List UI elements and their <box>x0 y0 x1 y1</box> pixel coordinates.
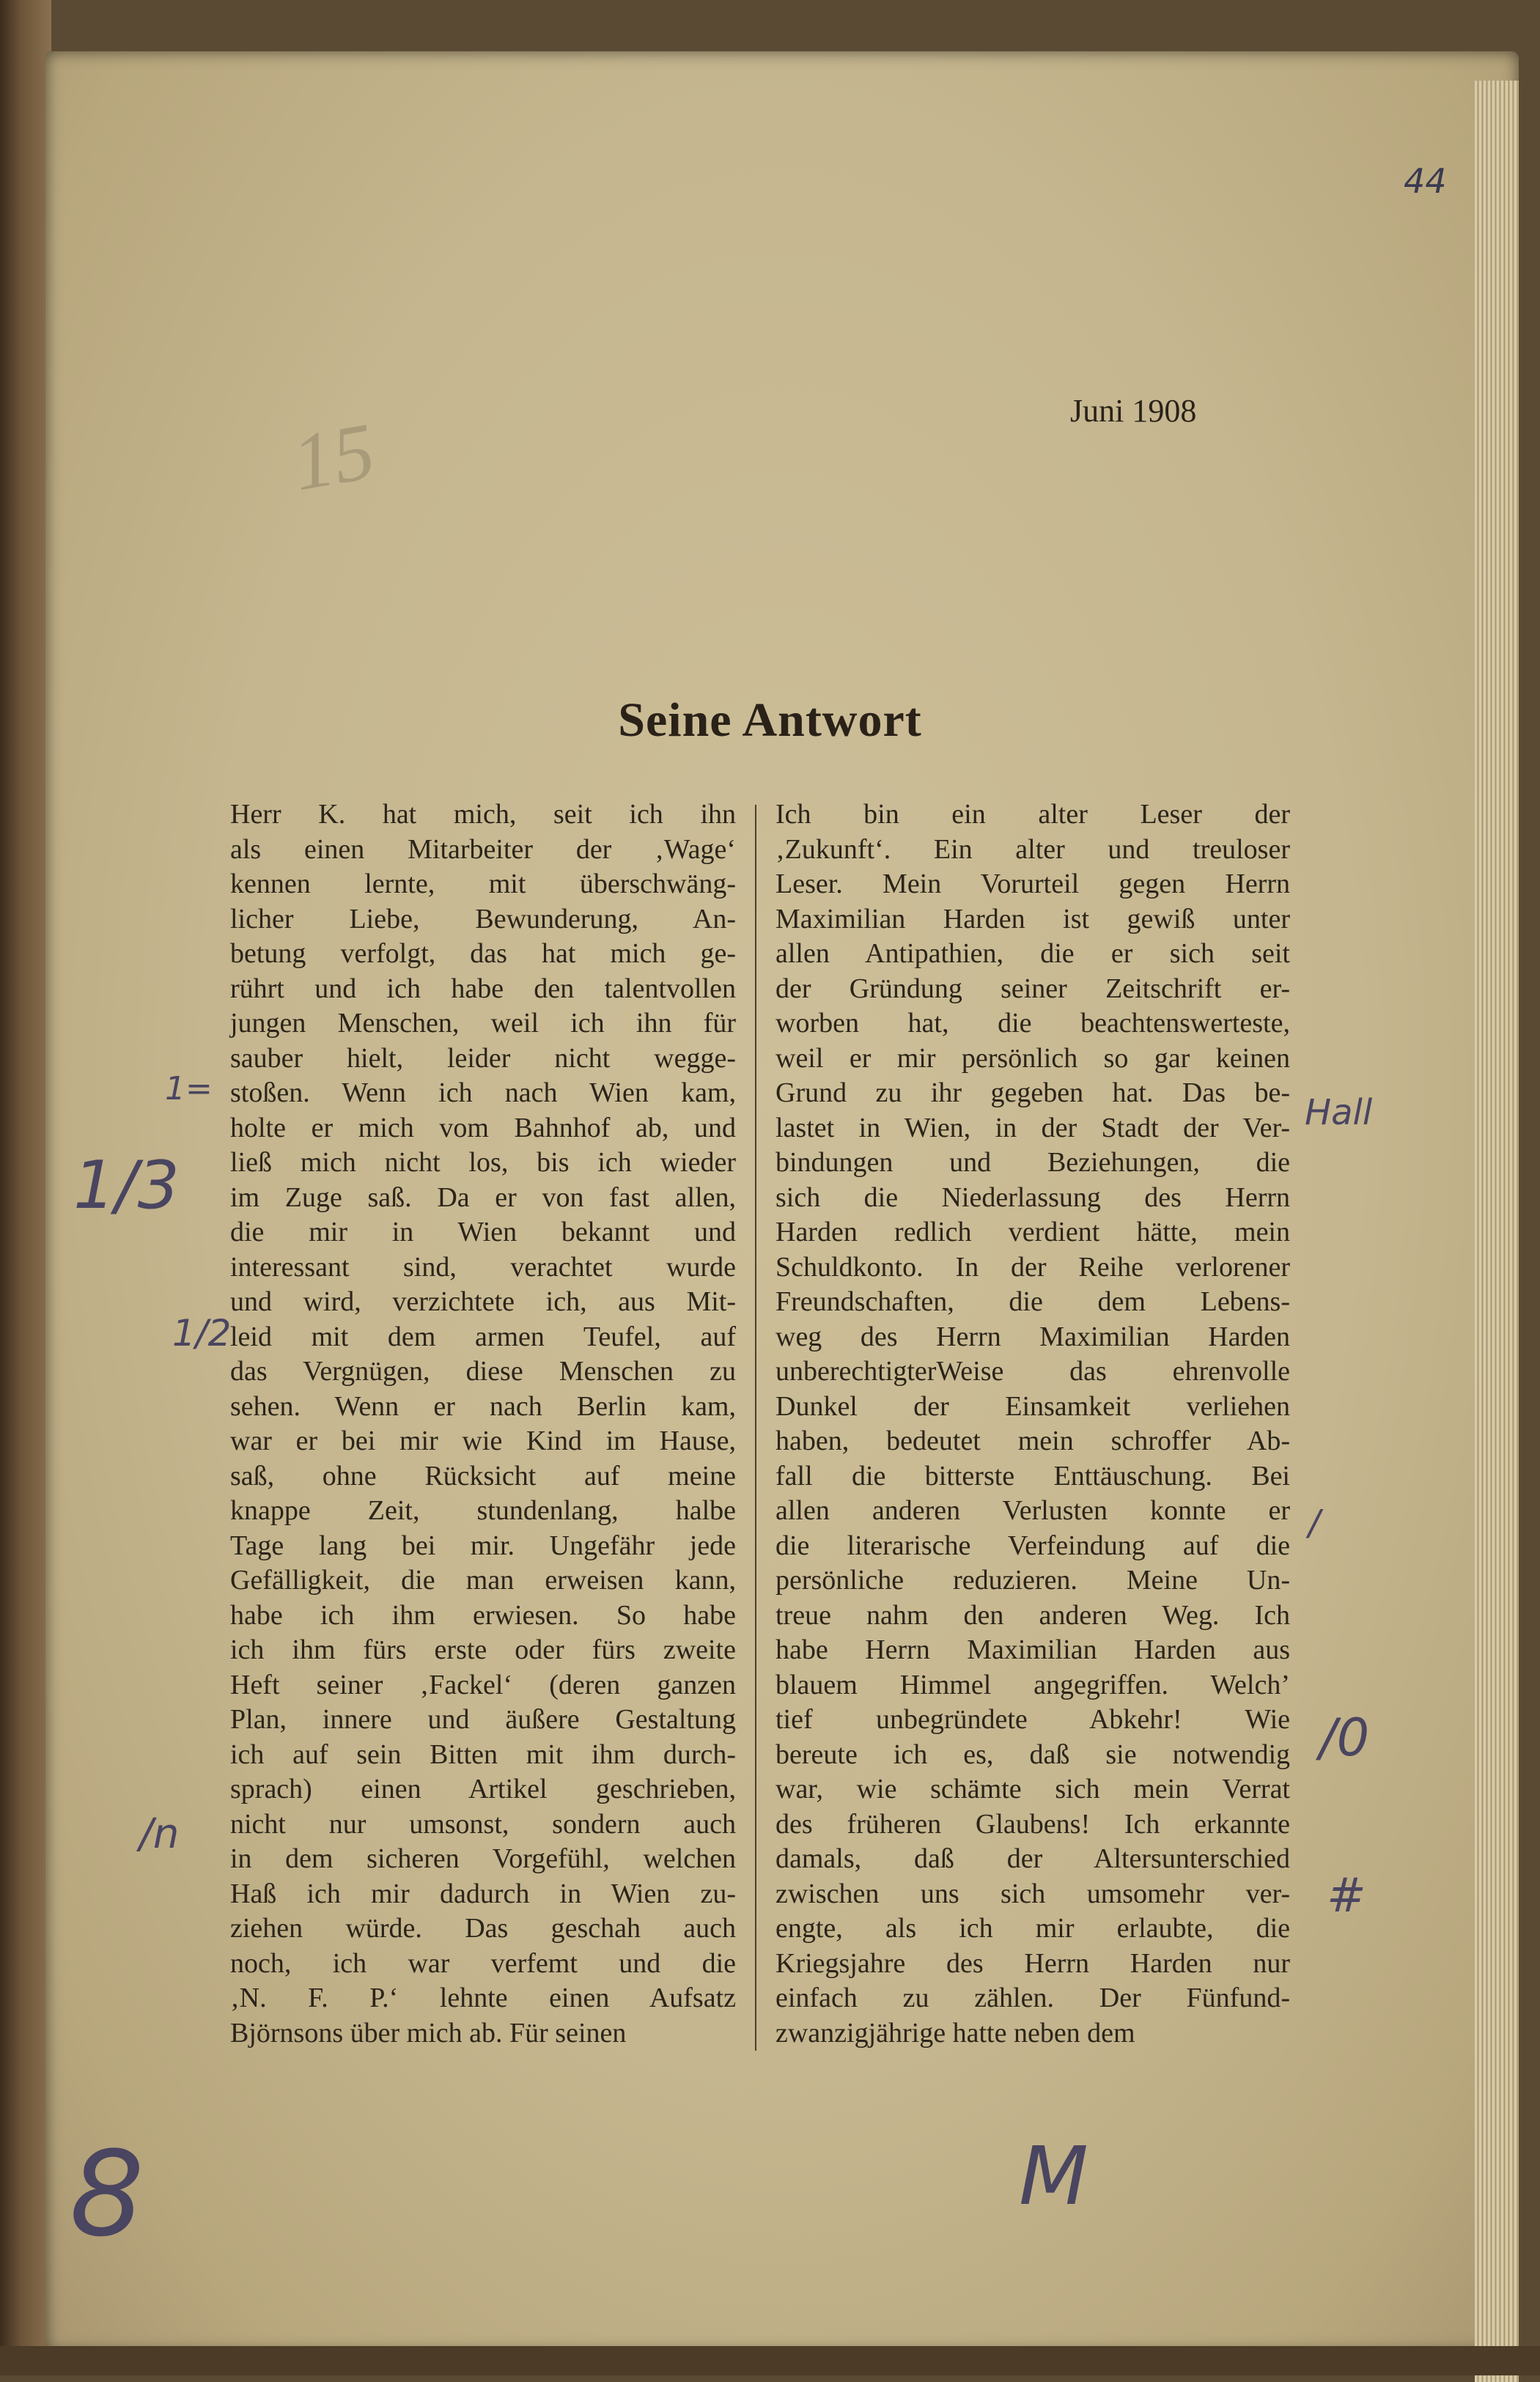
text-line: habe ich ihm erwiesen. So habe <box>230 1599 736 1631</box>
text-line: damals, daß der Altersunterschied <box>775 1843 1290 1874</box>
text-line: ‚Zukunft‘. Ein alter und treuloser <box>775 833 1290 865</box>
text-line: und wird, verzichtete ich, aus Mit- <box>230 1286 736 1317</box>
text-line: Herr K. hat mich, seit ich ihn <box>230 799 736 830</box>
margin-note: / <box>1308 1502 1321 1544</box>
margin-note: 1/2 <box>172 1312 232 1354</box>
left-text-column <box>230 797 736 2051</box>
margin-note: /n <box>139 1810 180 1858</box>
text-line: ziehen würde. Das geschah auch <box>230 1913 736 1944</box>
text-line: Tage lang bei mir. Ungefähr jede <box>230 1530 736 1561</box>
text-line: Freundschaften, die dem Lebens- <box>775 1286 1290 1317</box>
text-line: im Zuge saß. Da er von fast allen, <box>230 1181 736 1213</box>
faint-pencil-number: 15 <box>286 405 381 508</box>
text-line: ich ihm fürs erste oder fürs zweite <box>230 1634 736 1665</box>
text-line: Dunkel der Einsamkeit verliehen <box>775 1390 1290 1422</box>
text-line: ‚N. F. P.‘ lehnte einen Aufsatz <box>230 1983 736 2013</box>
text-line: interessant sind, verachtet wurde <box>230 1251 736 1283</box>
text-line: jungen Menschen, weil ich ihn für <box>230 1008 736 1039</box>
text-line: zwischen uns sich umsomehr ver- <box>775 1878 1290 1909</box>
text-line: Gefälligkeit, die man erweisen kann, <box>230 1565 736 1596</box>
text-line: war er bei mir wie Kind im Hause, <box>230 1426 736 1456</box>
text-line: haben, bedeutet mein schroffer Ab- <box>775 1426 1290 1456</box>
text-line: als einen Mitarbeiter der ‚Wage‘ <box>230 833 736 865</box>
margin-note: 1= <box>165 1070 213 1107</box>
margin-note: Hall <box>1305 1092 1373 1133</box>
right-text-column <box>775 797 1290 2051</box>
signature-mark: M <box>1019 2129 1088 2223</box>
text-line: holte er mich vom Bahnhof ab, und <box>230 1112 736 1143</box>
text-line: engte, als ich mir erlaubte, die <box>775 1913 1290 1944</box>
text-line: kennen lernte, mit überschwäng- <box>230 869 736 899</box>
column-divider <box>755 805 756 2051</box>
text-line: bereute ich es, daß sie notwendig <box>775 1738 1290 1770</box>
text-line: fall die bitterste Enttäuschung. Bei <box>775 1460 1290 1491</box>
margin-note: 1/3 <box>73 1147 180 1224</box>
text-line: Grund zu ihr gegeben hat. Das be- <box>775 1077 1290 1108</box>
text-line: treue nahm den anderen Weg. Ich <box>775 1599 1290 1631</box>
text-line: bindungen und Beziehungen, die <box>775 1147 1290 1178</box>
book-spine <box>0 0 51 2375</box>
text-line: des früheren Glaubens! Ich erkannte <box>775 1808 1290 1840</box>
page-edges <box>1475 81 1519 2382</box>
text-line: sauber hielt, leider nicht wegge- <box>230 1042 736 1074</box>
text-line: blauem Himmel angegriffen. Welch’ <box>775 1669 1290 1700</box>
text-line: Haß ich mir dadurch in Wien zu- <box>230 1878 736 1909</box>
text-line: betung verfolgt, das hat mich ge- <box>230 938 736 969</box>
bottom-shadow <box>0 2346 1540 2375</box>
text-line: knappe Zeit, stundenlang, halbe <box>230 1495 736 1526</box>
text-line: sehen. Wenn er nach Berlin kam, <box>230 1390 736 1422</box>
text-line: Plan, innere und äußere Gestaltung <box>230 1704 736 1735</box>
text-line: nicht nur umsonst, sondern auch <box>230 1808 736 1840</box>
text-line: habe Herrn Maximilian Harden aus <box>775 1634 1290 1665</box>
text-line: leid mit dem armen Teufel, auf <box>230 1321 736 1352</box>
text-line: persönliche reduzieren. Meine Un- <box>775 1565 1290 1596</box>
text-line: der Gründung seiner Zeitschrift er- <box>775 973 1290 1004</box>
text-line: ich auf sein Bitten mit ihm durch- <box>230 1738 736 1770</box>
page-date: Juni 1908 <box>1070 393 1197 429</box>
text-line: Maximilian Harden ist gewiß unter <box>775 903 1290 934</box>
text-line: noch, ich war verfemt und die <box>230 1947 736 1979</box>
page-number: 44 <box>1404 161 1447 201</box>
text-line: war, wie schämte sich mein Verrat <box>775 1774 1290 1804</box>
text-line: Harden redlich verdient hätte, mein <box>775 1217 1290 1247</box>
text-line: zwanzigjährige hatte neben dem <box>775 2017 1135 2049</box>
text-line: das Vergnügen, diese Menschen zu <box>230 1356 736 1387</box>
text-line: Schuldkonto. In der Reihe verlorener <box>775 1251 1290 1283</box>
text-line: Ich bin ein alter Leser der <box>775 799 1290 830</box>
margin-note: # <box>1327 1869 1366 1923</box>
text-line: lastet in Wien, in der Stadt der Ver- <box>775 1112 1290 1143</box>
text-line: allen anderen Verlusten konnte er <box>775 1495 1290 1526</box>
text-line: allen Antipathien, die er sich seit <box>775 938 1290 969</box>
text-line: sprach) einen Artikel geschrieben, <box>230 1774 736 1804</box>
text-line: rührt und ich habe den talentvollen <box>230 973 736 1004</box>
text-line: einfach zu zählen. Der Fünfund- <box>775 1983 1290 2013</box>
text-line: Leser. Mein Vorurteil gegen Herrn <box>775 869 1290 899</box>
text-line: unberechtigterWeise das ehrenvolle <box>775 1356 1290 1387</box>
text-line: weg des Herrn Maximilian Harden <box>775 1321 1290 1352</box>
text-line: worben hat, die beachtenswerteste, <box>775 1008 1290 1039</box>
text-line: weil er mir persönlich so gar keinen <box>775 1042 1290 1074</box>
text-line: stoßen. Wenn ich nach Wien kam, <box>230 1077 736 1108</box>
text-line: tief unbegründete Abkehr! Wie <box>775 1704 1290 1735</box>
text-line: sich die Niederlassung des Herrn <box>775 1181 1290 1213</box>
text-line: ließ mich nicht los, bis ich wieder <box>230 1147 736 1178</box>
text-line: die literarische Verfeindung auf die <box>775 1530 1290 1561</box>
text-line: saß, ohne Rücksicht auf meine <box>230 1460 736 1491</box>
text-line: licher Liebe, Bewunderung, An- <box>230 903 736 934</box>
text-line: in dem sicheren Vorgefühl, welchen <box>230 1843 736 1874</box>
text-line: Björnsons über mich ab. Für seinen <box>230 2017 627 2049</box>
text-line: die mir in Wien bekannt und <box>230 1217 736 1247</box>
margin-note: /0 <box>1319 1708 1370 1768</box>
page-title: Seine Antwort <box>618 693 922 747</box>
margin-note: 8 <box>70 2125 144 2263</box>
text-line: Heft seiner ‚Fackel‘ (deren ganzen <box>230 1669 736 1700</box>
text-line: Kriegsjahre des Herrn Harden nur <box>775 1947 1290 1979</box>
